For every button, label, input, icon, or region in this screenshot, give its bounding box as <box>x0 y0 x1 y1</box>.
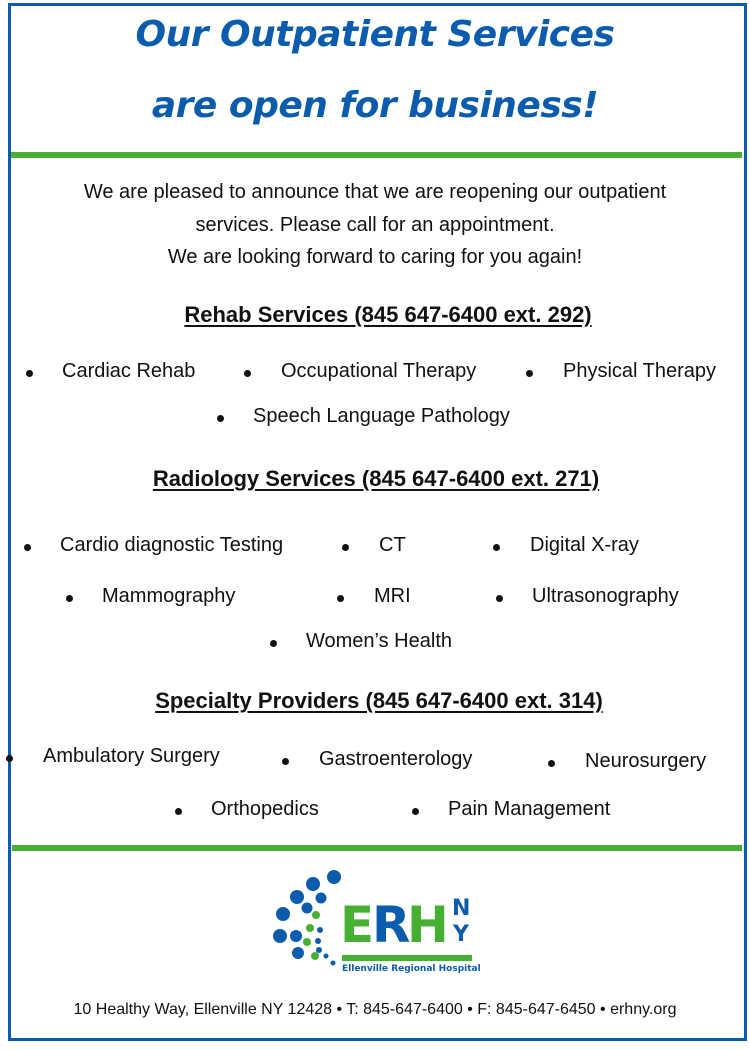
specialty-item: Orthopedics <box>211 798 319 820</box>
bullet-icon <box>26 370 33 377</box>
bullet-icon <box>175 808 182 815</box>
specialty-item: Ambulatory Surgery <box>43 745 220 767</box>
radiology-item: Digital X-ray <box>530 534 639 556</box>
bullet-icon <box>493 544 500 551</box>
bullet-icon <box>496 595 503 602</box>
radiology-item: CT <box>379 534 406 556</box>
bullet-icon <box>412 808 419 815</box>
bullet-icon <box>24 544 31 551</box>
bullet-icon <box>337 595 344 602</box>
logo-letter-e: E <box>340 896 371 954</box>
radiology-item: Mammography <box>102 585 236 607</box>
bullet-icon <box>548 760 555 767</box>
bullet-icon <box>342 544 349 551</box>
footer-contact: 10 Healthy Way, Ellenville NY 12428 • T: 845-647-6400 • F: 845-647-6450 • erhny.org <box>73 1001 677 1018</box>
radiology-item: Ultrasonography <box>532 585 679 607</box>
radiology-item: Cardio diagnostic Testing <box>60 534 284 556</box>
bullet-icon <box>244 370 251 377</box>
specialty-item: Neurosurgery <box>585 750 707 772</box>
rehab-item: Cardiac Rehab <box>62 360 196 382</box>
rehab-heading: Rehab Services (845 647-6400 ext. 292) <box>184 302 592 327</box>
intro-line-2: services. Please call for an appointment. <box>195 214 555 236</box>
radiology-item: MRI <box>374 585 411 607</box>
footer-divider <box>12 845 742 851</box>
rehab-item: Speech Language Pathology <box>253 405 510 427</box>
bullet-icon <box>526 370 533 377</box>
specialty-item: Pain Management <box>448 798 611 820</box>
logo-letter-h: H <box>407 896 449 954</box>
intro-line-1: We are pleased to announce that we are reopening our outpatient <box>83 181 667 203</box>
logo-letter-n: N <box>452 896 471 921</box>
bullet-icon <box>270 640 277 647</box>
bullet-icon <box>66 595 73 602</box>
specialty-item: Gastroenterology <box>319 748 473 770</box>
logo-tagline: Ellenville Regional Hospital <box>342 964 481 974</box>
logo-letter-y: Y <box>453 922 469 947</box>
intro-line-3: We are looking forward to caring for you again! <box>167 246 583 268</box>
radiology-item: Women’s Health <box>306 630 452 652</box>
page-border <box>8 3 747 1041</box>
bullet-icon <box>6 755 13 762</box>
specialty-heading: Specialty Providers (845 647-6400 ext. 314) <box>155 688 603 713</box>
logo-letter-r: R <box>372 896 407 954</box>
bullet-icon <box>217 415 224 422</box>
rehab-item: Physical Therapy <box>563 360 717 382</box>
bullet-icon <box>282 758 289 765</box>
title-line-2: are open for business! <box>151 85 599 126</box>
header-divider <box>11 152 742 158</box>
title-line-1: Our Outpatient Services <box>135 14 615 55</box>
radiology-heading: Radiology Services (845 647-6400 ext. 271) <box>152 466 600 491</box>
rehab-item: Occupational Therapy <box>281 360 477 382</box>
